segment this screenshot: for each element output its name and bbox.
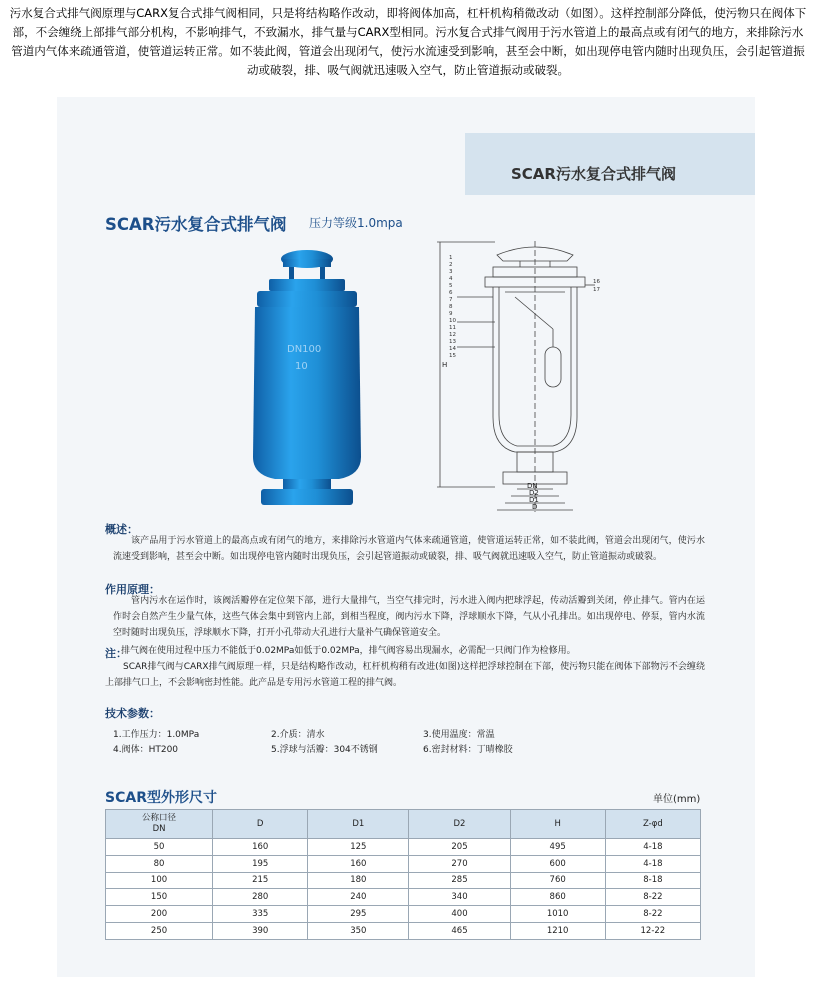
- part-number: 15: [449, 353, 456, 359]
- table-cell: 195: [213, 855, 308, 872]
- table-cell: 400: [409, 906, 510, 923]
- pressure-rating: 压力等级1.0mpa: [309, 216, 403, 230]
- part-number: 6: [449, 290, 453, 296]
- table-cell: 125: [308, 839, 409, 856]
- part-number: 17: [593, 287, 600, 293]
- overview-heading: 概述：: [105, 523, 138, 536]
- product-title: SCAR污水复合式排气阀: [105, 215, 287, 234]
- dimension-table: [105, 809, 701, 940]
- principle-heading: 作用原理：: [105, 583, 160, 596]
- table-cell: 200: [106, 906, 213, 923]
- table-cell: 1010: [510, 906, 605, 923]
- table-cell: 1210: [510, 922, 605, 939]
- part-number: 9: [449, 311, 453, 317]
- part-number: 7: [449, 297, 453, 303]
- spec-item: 5.浮球与活瓣：304不锈钢: [271, 745, 378, 755]
- section-drawing: [435, 237, 605, 517]
- spec-item: 4.阀体：HT200: [113, 745, 179, 755]
- table-cell: 205: [409, 839, 510, 856]
- column-header: D2: [409, 810, 510, 839]
- part-number: 8: [449, 304, 453, 310]
- note-line-2: SCAR排气阀与CARX排气阀原理一样，只是结构略作改动，杠杆机构稍有改进(如图)这样把浮球控制在下部，使污物只能在阀体下部物污不会缠绕上部排气口上，不会影响密封性能。此产品是专用污水管道工程的排气阀。: [105, 662, 705, 688]
- table-cell: 4-18: [605, 839, 700, 856]
- part-number: 5: [449, 283, 453, 289]
- part-number: 10: [449, 318, 456, 324]
- part-number: 12: [449, 332, 456, 338]
- tech-heading: 技术参数：: [105, 707, 160, 720]
- overview-text: 该产品用于污水管道上的最高点或有闭气的地方，来排除污水管道内气体来疏通管道，使管道运转正常，如不装此阀，管道会出现闭气，使污水流速受到影响，甚至会中断。如出现停电管内随时出现负压，会引起管道振动或破裂，排、吸气阀就迅速吸入空气，防止管道振动或破裂。: [113, 536, 705, 562]
- part-number: 13: [449, 339, 456, 345]
- table-cell: 250: [106, 922, 213, 939]
- table-row: [106, 889, 701, 906]
- table-cell: 465: [409, 922, 510, 939]
- part-number: 14: [449, 346, 456, 352]
- note-label: 注：: [105, 647, 127, 660]
- part-number: 2: [449, 262, 453, 268]
- valve-body-mark-pn: 10: [295, 361, 308, 372]
- column-header: Z-φd: [605, 810, 700, 839]
- table-cell: 12-22: [605, 922, 700, 939]
- table-cell: 280: [213, 889, 308, 906]
- valve-body-mark-dn: DN100: [287, 344, 322, 355]
- table-cell: 350: [308, 922, 409, 939]
- table-cell: 8-22: [605, 906, 700, 923]
- part-number: 3: [449, 269, 453, 275]
- product-sheet: [57, 97, 755, 977]
- spec-item: 6.密封材料：丁晴橡胶: [423, 745, 513, 755]
- table-cell: 160: [308, 855, 409, 872]
- table-cell: 180: [308, 872, 409, 889]
- table-cell: 390: [213, 922, 308, 939]
- column-header: D: [213, 810, 308, 839]
- table-cell: 270: [409, 855, 510, 872]
- dim-label-h: H: [442, 361, 448, 369]
- table-cell: 4-18: [605, 855, 700, 872]
- table-cell: 340: [409, 889, 510, 906]
- column-header: 公称口径 DN: [106, 810, 213, 839]
- dim-label-dn: DN: [527, 482, 538, 490]
- dim-label-d: D: [532, 503, 538, 511]
- part-number: 11: [449, 325, 456, 331]
- part-number: 16: [593, 279, 600, 285]
- table-cell: 285: [409, 872, 510, 889]
- table-row: [106, 906, 701, 923]
- note-line-1: 排气阀在使用过程中压力不能低于0.02MPa如低于0.02MPa，排气阀容易出现漏水，必需配一只阀门作为检修用。: [121, 646, 576, 656]
- banner-title: SCAR污水复合式排气阀: [511, 165, 676, 183]
- valve-image: [227, 247, 387, 507]
- table-cell: 215: [213, 872, 308, 889]
- table-cell: 8-18: [605, 872, 700, 889]
- dim-label-d1: D1: [529, 496, 539, 504]
- dim-label-d2: D2: [529, 489, 539, 497]
- table-cell: 860: [510, 889, 605, 906]
- part-number: 4: [449, 276, 453, 282]
- table-cell: 495: [510, 839, 605, 856]
- table-cell: 335: [213, 906, 308, 923]
- table-cell: 295: [308, 906, 409, 923]
- table-cell: 760: [510, 872, 605, 889]
- column-header: D1: [308, 810, 409, 839]
- table-cell: 150: [106, 889, 213, 906]
- table-cell: 80: [106, 855, 213, 872]
- column-header: H: [510, 810, 605, 839]
- table-cell: 160: [213, 839, 308, 856]
- table-cell: 50: [106, 839, 213, 856]
- table-row: [106, 855, 701, 872]
- table-row: [106, 872, 701, 889]
- part-number: 1: [449, 255, 453, 261]
- intro-paragraph: 污水复合式排气阀原理与CARX复合式排气阀相同，只是将结构略作改动，即将阀体加高，杠杆机构稍微改动（如图）。这样控制部分降低，使污物只在阀体下部，不会缠绕上部排气部分机构，不影响排气，不致漏水，排气量与CARX型相同。污水复合式排气阀用于污水管道上的最高点或有闭气的地方，来排除污水管道内气体来疏通管道，使管道运转正常。如不装此阀，管道会出现闭气，使污水流速受到影响，甚至会中断，如出现停电管内随时出现负压，会引起管道振动或破裂，排、吸气阀就迅速吸入空气，防止管道振动或破裂。: [9, 6, 807, 77]
- table-row: [106, 839, 701, 856]
- spec-item: 3.使用温度：常温: [423, 730, 495, 740]
- spec-item: 1.工作压力：1.0MPa: [113, 730, 200, 740]
- table-cell: 240: [308, 889, 409, 906]
- dimension-table-title: SCAR型外形尺寸: [105, 790, 217, 806]
- table-row: [106, 922, 701, 939]
- table-cell: 8-22: [605, 889, 700, 906]
- principle-text: 管内污水在运作时，该阀活瓣停在定位架下部，进行大量排气，当空气排完时，污水进入阀内把球浮起，传动活瓣到关闭，停止排气。管内在运作时会自然产生少量气体，这些气体会集中到管内上部，到相当程度，阀内污水下降，浮球顺水下降，气从小孔排出。如出现停电、停泵，管内水流空时随时出现负压，浮球顺水下降，打开小孔带动大孔进行大量补气确保管道安全。: [113, 596, 705, 638]
- spec-item: 2.介质：清水: [271, 730, 325, 740]
- table-cell: 100: [106, 872, 213, 889]
- unit-label: 单位(mm): [653, 794, 701, 805]
- table-cell: 600: [510, 855, 605, 872]
